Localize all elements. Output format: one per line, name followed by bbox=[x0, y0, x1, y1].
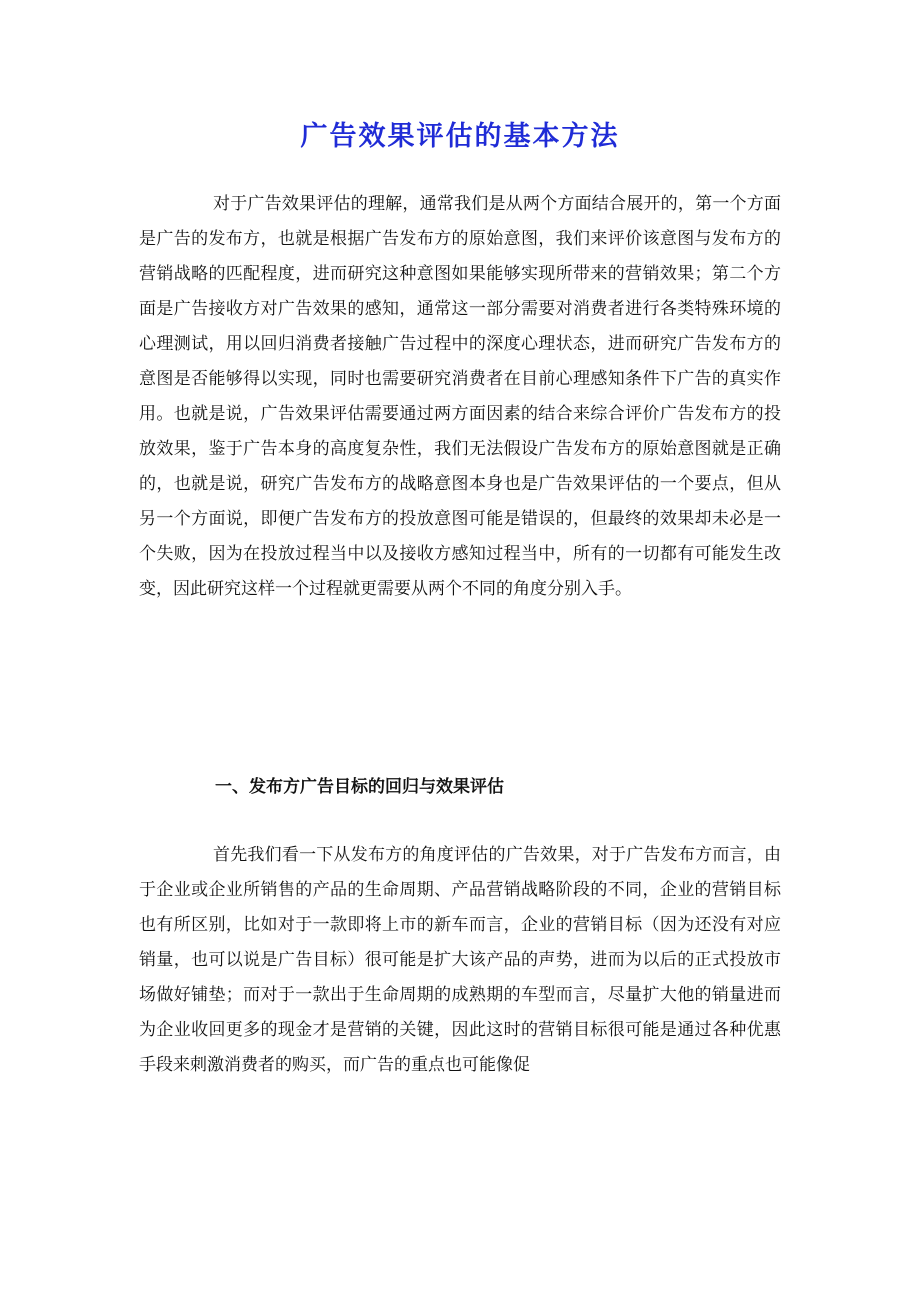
paragraph-intro: 对于广告效果评估的理解，通常我们是从两个方面结合展开的，第一个方面是广告的发布方，也就是根据广告发布方的原始意图，我们来评价该意图与发布方的营销战略的匹配程度，进而研究这种意图如果能够实现所带来的营销效果；第二个方面是广告接收方对广告效果的感知，通常这一部分需要对消费者进行各类特殊环境的心理测试，用以回归消费者接触广告过程中的深度心理状态，进而研究广告发布方的意图是否能够得以实现，同时也需要研究消费者在目前心理感知条件下广告的真实作用。也就是说，广告效果评估需要通过两方面因素的结合来综合评价广告发布方的投放效果，鉴于广告本身的高度复杂性，我们无法假设广告发布方的原始意图就是正确的，也就是说，研究广告发布方的战略意图本身也是广告效果评估的一个要点，但从另一个方面说，即便广告发布方的投放意图可能是错误的，但最终的效果却未必是一个失败，因为在投放过程当中以及接收方感知过程当中，所有的一切都有可能发生改变，因此研究这样一个过程就更需要从两个不同的角度分别入手。 bbox=[139, 194, 781, 599]
section-heading: 一、发布方广告目标的回归与效果评估 bbox=[215, 777, 504, 797]
paragraph-section-1: 首先我们看一下从发布方的角度评估的广告效果，对于广告发布方而言，由于企业或企业所销售的产品的生命周期、产品营销战略阶段的不同，企业的营销目标也有所区别，比如对于一款即将上市的新车而言，企业的营销目标（因为还没有对应销量，也可以说是广告目标）很可能是扩大该产品的声势，进而为以后的正式投放市场做好铺垫；而对于一款出于生命周期的成熟期的车型而言，尽量扩大他的销量进而为企业收回更多的现金才是营销的关键，因此这时的营销目标很可能是通过各种优惠手段来刺激消费者的购买，而广告的重点也可能像促 bbox=[139, 845, 781, 1075]
document-title: 广告效果评估的基本方法 bbox=[300, 121, 620, 152]
